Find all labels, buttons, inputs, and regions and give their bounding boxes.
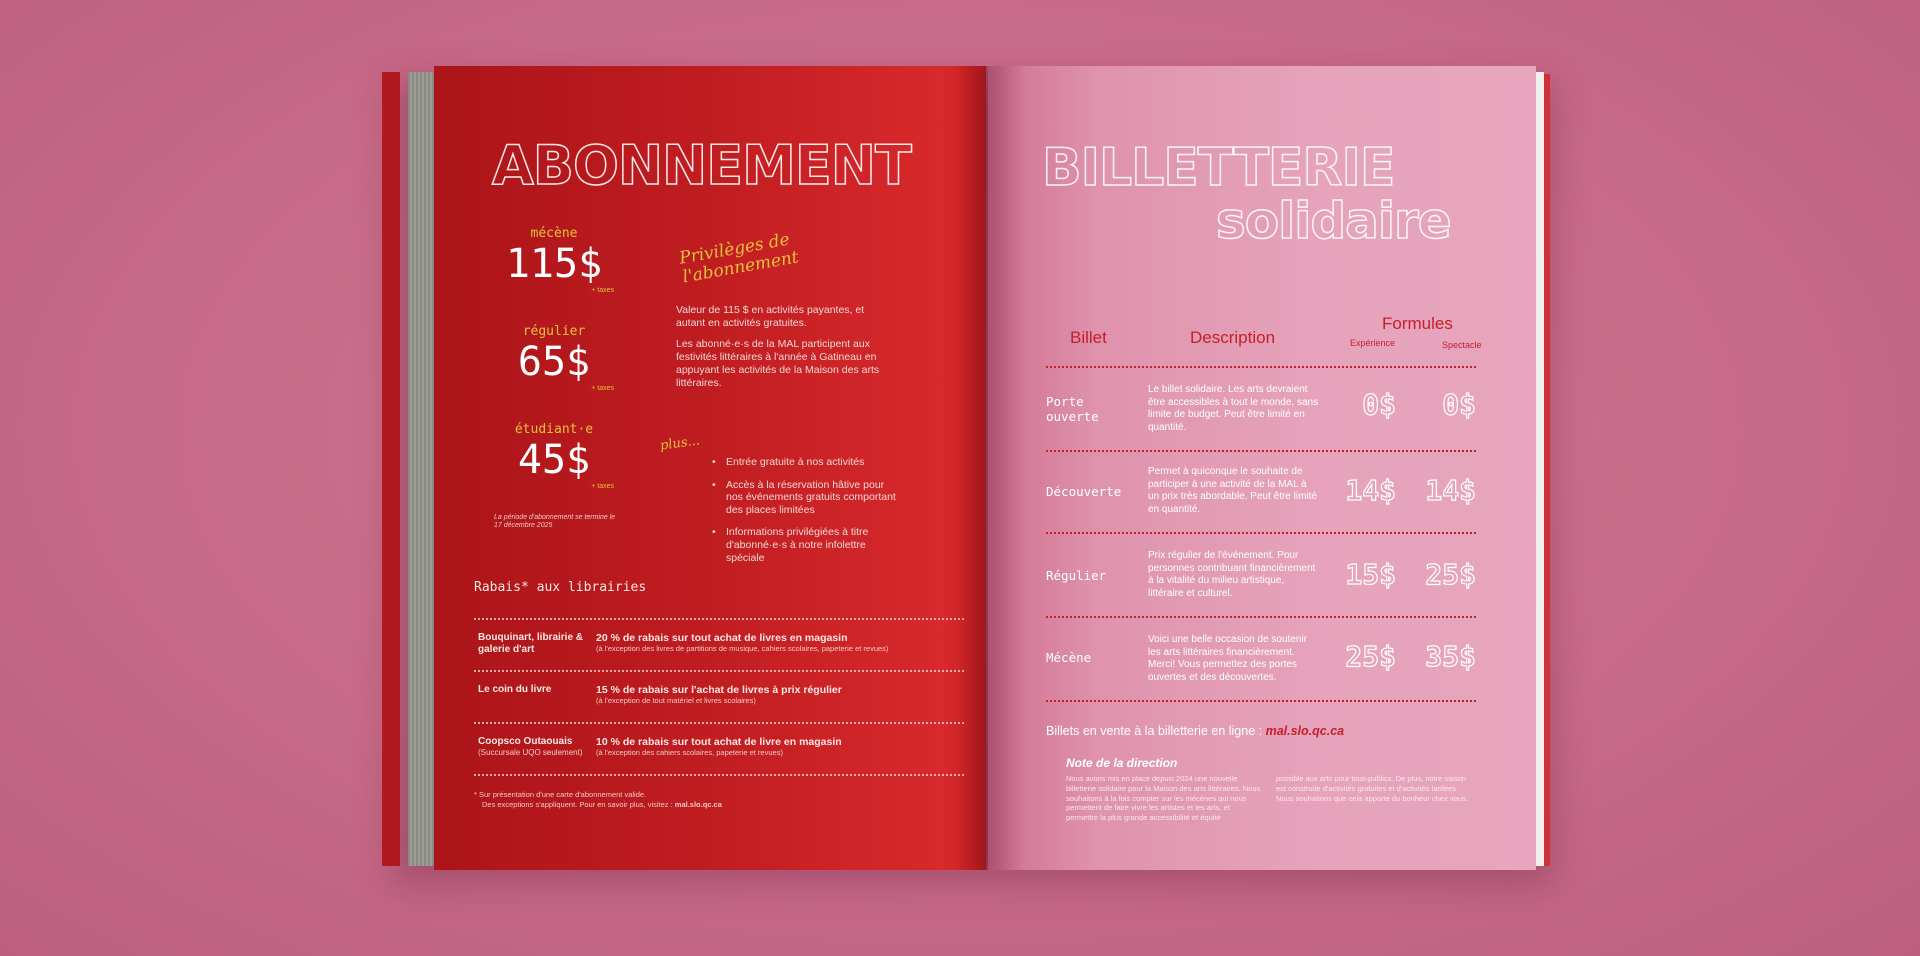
divider xyxy=(474,722,964,724)
tier-label: mécène xyxy=(530,226,578,241)
divider xyxy=(1046,700,1476,702)
note-column-1: Nous avons mis en place depuis 2024 une nouvelle billetterie solidaire pour la Maison des arts littéraires. Nous souhaitons à la fois compter sur les mécènes qui nous permettent de faire vivre les artistes et les arts, et permettre la plus grande accessibilité et équité xyxy=(1066,774,1261,822)
tier-price: 45$ xyxy=(517,437,591,483)
spine-shadow-right xyxy=(988,66,1024,870)
billet-name: Découverte xyxy=(1046,484,1122,499)
book-cover-left xyxy=(382,72,400,866)
header-experience: Expérience xyxy=(1350,338,1396,348)
page-edges-right xyxy=(1536,72,1544,866)
price-spectacle: 0$ xyxy=(1442,388,1476,421)
footnote-line-1: * Sur présentation d'une carte d'abonnement valide. xyxy=(474,790,647,799)
divider xyxy=(1046,366,1476,368)
footnote-link[interactable]: mal.slo.qc.ca xyxy=(674,799,722,809)
privileges-text-1: Valeur de 115 $ en activités payantes, et autant en activités gratuites. xyxy=(676,304,865,330)
billet-name: Mécène xyxy=(1046,650,1092,665)
tier-price: 65$ xyxy=(517,339,591,385)
divider xyxy=(1046,616,1476,618)
librairie-name: Coopsco Outaouais xyxy=(478,736,573,747)
left-page xyxy=(434,66,986,870)
footnote-line-2: Des exceptions s'appliquent. Pour en savoir plus, visitez : xyxy=(482,799,673,809)
librairie-deal: 15 % de rabais sur l'achat de livres à prix régulier xyxy=(596,684,842,696)
tier-label: régulier xyxy=(522,324,586,339)
librairie-name: Le coin du livre xyxy=(478,684,552,695)
tier-taxes: + taxes xyxy=(591,483,614,490)
right-page xyxy=(988,66,1536,870)
price-experience: 25$ xyxy=(1345,640,1396,673)
tier-etudiant xyxy=(494,422,614,490)
header-description: Description xyxy=(1190,328,1276,347)
divider xyxy=(474,618,964,620)
billet-name: Porte ouverte xyxy=(1046,394,1099,424)
privileges-title: Privilèges de l'abonnement xyxy=(677,229,801,288)
spine-shadow xyxy=(956,66,990,870)
tier-taxes: + taxes xyxy=(591,385,614,392)
price-experience: 15$ xyxy=(1345,558,1396,591)
table-row xyxy=(1046,634,1476,704)
tier-price: 115$ xyxy=(505,241,603,287)
table-row xyxy=(1046,384,1476,454)
billetterie-title: BILLETTERIE xyxy=(1042,138,1395,198)
header-spectacle: Spectacle xyxy=(1442,340,1482,350)
tier-regulier xyxy=(494,324,614,392)
note-column-2: possible aux arts pour tous-publics. De plus, notre saison est construite d'activités gratuites et d'activités tarifées. Nous souhaitons que cela apporte du bonheur chez vous. xyxy=(1276,774,1468,803)
header-billet: Billet xyxy=(1070,328,1107,347)
librairie-note: (à l'exception de tout matériel et livres scolaires) xyxy=(596,696,756,705)
online-link[interactable]: mal.slo.qc.ca xyxy=(1265,724,1345,738)
period-note: La période d'abonnement se termine le 17 décembre 2025 xyxy=(494,514,616,530)
note-title: Note de la direction xyxy=(1066,756,1178,770)
billet-desc: Le billet solidaire. Les arts devraient être accessibles à tout le monde, sans limite de budget. Peut être limité en quantité. xyxy=(1148,384,1319,433)
price-spectacle: 35$ xyxy=(1425,640,1476,673)
price-experience: 0$ xyxy=(1362,388,1396,421)
billet-desc: Permet à quiconque le souhaite de participer à une activité de la MAL à un prix très abordable. Peut être limité en quantité. xyxy=(1148,466,1317,515)
librairie-note: (à l'exception des cahiers scolaires, papeterie et revues) xyxy=(596,748,783,757)
divider xyxy=(474,670,964,672)
list-item: • Informations privilégiées à titre d'abonné·e·s à notre infolettre spéciale xyxy=(712,526,902,564)
divider xyxy=(474,774,964,776)
tier-label: étudiant·e xyxy=(514,422,594,437)
privileges-text-2: Les abonné·e·s de la MAL participent aux festivités littéraires à l'année à Gatineau en appuyant les activités de la Maison des arts littéraires. xyxy=(676,338,880,390)
footnote xyxy=(474,790,874,810)
billet-name: Régulier xyxy=(1046,568,1107,583)
rabais-title: Rabais* aux librairies xyxy=(474,580,647,595)
solidaire-title: solidaire xyxy=(1216,192,1451,250)
price-experience: 14$ xyxy=(1345,474,1396,507)
librairie-deal: 20 % de rabais sur tout achat de livres en magasin xyxy=(596,632,848,644)
online-text: Billets en vente à la billetterie en ligne : xyxy=(1046,724,1263,738)
plus-label: plus... xyxy=(659,433,701,454)
billet-desc: Prix régulier de l'événement. Pour personnes contribuant financièrement à la vitalité du milieu artistique, littéraire et culturel. xyxy=(1148,550,1316,599)
abonnement-title: ABONNEMENT xyxy=(492,134,911,197)
book-cover-right xyxy=(1544,74,1550,866)
tier-mecene xyxy=(494,226,614,294)
page-edges xyxy=(408,72,434,866)
divider xyxy=(1046,450,1476,452)
list-item: • Entrée gratuite à nos activités xyxy=(712,456,902,469)
table-row xyxy=(1046,466,1476,536)
privileges-list xyxy=(712,456,902,574)
divider xyxy=(1046,532,1476,534)
list-item: • Accès à la réservation hâtive pour nos événements gratuits comportant des places limitées xyxy=(712,479,902,517)
tier-taxes: + taxes xyxy=(591,287,614,294)
billet-desc: Voici une belle occasion de soutenir les arts littéraires financièrement. Merci! Vous permettez des portes ouvertes et des découvertes. xyxy=(1148,634,1307,683)
header-formules: Formules xyxy=(1382,314,1453,333)
price-spectacle: 14$ xyxy=(1425,474,1476,507)
librairie-note: (à l'exception des livres de partitions de musique, cahiers scolaires, papeterie et revues) xyxy=(596,644,889,653)
table-row xyxy=(1046,550,1476,620)
librairie-deal: 10 % de rabais sur tout achat de livre en magasin xyxy=(596,736,842,748)
price-spectacle: 25$ xyxy=(1425,558,1476,591)
librairie-sub: (Succursale UQO seulement) xyxy=(478,748,583,757)
librairie-name: Bouquinart, librairie & galerie d'art xyxy=(478,632,584,655)
online-sales xyxy=(1046,724,1344,738)
